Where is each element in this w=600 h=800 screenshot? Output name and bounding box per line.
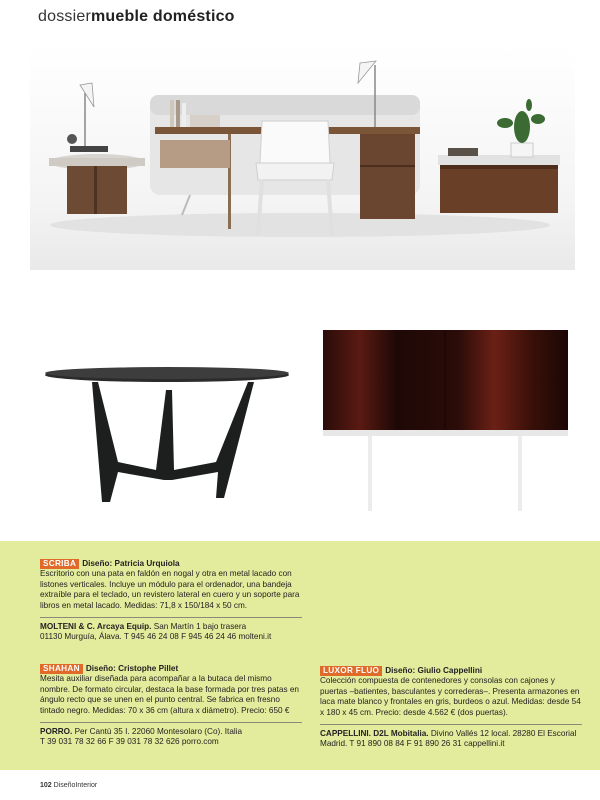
scriba-company: MOLTENI & C. Arcaya Equip. — [40, 622, 152, 632]
luxor-divider — [320, 724, 582, 725]
scriba-contact: 01130 Murguía, Álava. T 945 46 24 08 F 945 46 24 46 molteni.it — [40, 632, 272, 642]
page-header — [38, 8, 235, 26]
magazine-name: DiseñoInterior — [53, 782, 98, 789]
section-label: dossier — [38, 8, 91, 25]
photo-shahan-table — [40, 330, 295, 510]
photo-scriba-desk — [30, 45, 575, 270]
luxor-description: Colección compuesta de contenedores y consolas con cajones y puertas –batientes, basculantes y correderas–. Presenta armazones en laca mate blanco y frontales en gris, burdeos o azul. Medidas: desde 54 x 180 x 45 cm. Precio: desde 4.562 € (dos puertas). — [320, 676, 581, 717]
luxor-company: CAPPELLINI. D2L Mobitalia. — [320, 729, 429, 739]
scriba-description: Escritorio con una pata en faldón en nogal y otra en metal lacado con listones verticales. Incluye un módulo para el ordenador, una bandeja extraíble para el teclado, un revistero lateral en cuero y un soporte para libros en metal lacado. Medidas: 71,8 x 150/184 x 50 cm. — [40, 569, 300, 610]
shahan-contact: T 39 031 78 32 66 F 39 031 78 32 626 porro.com — [40, 737, 219, 747]
scriba-block — [40, 559, 302, 643]
scriba-designer: Diseño: Patricia Urquiola — [82, 559, 180, 568]
shahan-description: Mesita auxiliar diseñada para acompañar a la butaca del mismo nombre. De formato circular, destaca la base formada por tres patas en ángulo recto que se unen en el punto central. Se fabrica en fresno tintado negro. Medidas: 70 x 36 cm (altura x diámetro). Precio: 650 € — [40, 674, 299, 715]
shahan-company: PORRO. — [40, 727, 73, 737]
photo-luxor-fluo-cabinet — [318, 325, 573, 515]
shahan-address: Per Cantù 35 I. 22060 Montesolaro (Co). Italia — [72, 727, 243, 737]
luxor-block — [320, 666, 582, 750]
page-number: 102 — [40, 782, 52, 789]
shahan-divider — [40, 722, 302, 723]
shahan-tag: SHAHAN — [40, 664, 83, 674]
scriba-address: San Martín 1 bajo trasera — [151, 622, 247, 632]
luxor-contact: Madrid. T 91 890 08 84 F 91 890 26 31 cappellini.it — [320, 739, 505, 749]
scriba-tag: SCRIBA — [40, 559, 79, 569]
luxor-designer: Diseño: Giulio Cappellini — [385, 666, 483, 675]
shahan-block — [40, 664, 302, 748]
scriba-divider — [40, 617, 302, 618]
section-title: mueble doméstico — [90, 8, 235, 25]
luxor-tag: LUXOR FLUO — [320, 666, 382, 676]
shahan-designer: Diseño: Cristophe Pillet — [85, 664, 179, 673]
luxor-address: Divino Vallés 12 local. 28280 El Escorial — [428, 729, 577, 739]
page-footer — [40, 782, 97, 789]
